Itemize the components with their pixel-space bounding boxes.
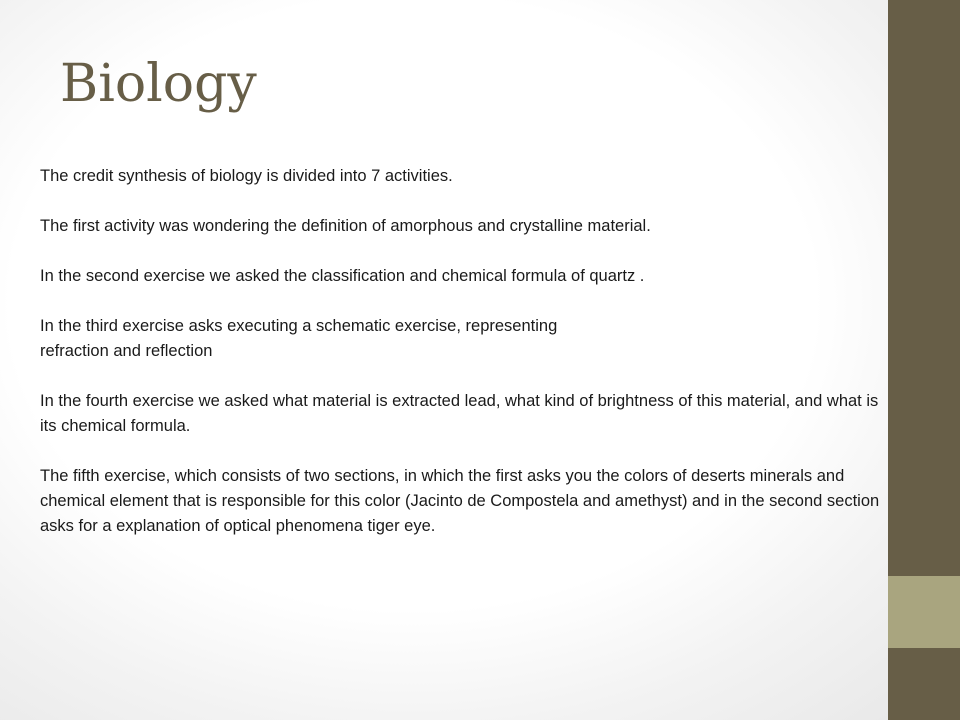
slide-title: Biology (60, 54, 257, 114)
paragraph-first-activity (40, 214, 880, 239)
paragraph-line: In the third exercise asks executing a schematic exercise, representing (40, 317, 558, 335)
paragraph-line: The first activity was wondering the definition of amorphous and crystalline material. (40, 217, 651, 235)
paragraph-line: The fifth exercise, which consists of two sections, in which the first asks you the colors of deserts minerals and chemical element that is responsible for this color (Jacinto de Compostela and amethyst) and in the second section asks for a explanation of optical phenomena tiger eye. (40, 467, 880, 535)
paragraph-third-exercise (40, 314, 880, 364)
decorative-bar-bottom (888, 648, 960, 720)
paragraph-second-exercise (40, 264, 880, 289)
paragraph-line: refraction and reflection (40, 342, 213, 360)
slide-body (40, 164, 880, 539)
paragraph-intro (40, 164, 880, 189)
decorative-bar-top (888, 0, 960, 576)
paragraph-line: In the fourth exercise we asked what material is extracted lead, what kind of brightness of this material, and what is its chemical formula. (40, 392, 879, 435)
paragraph-fifth-exercise (40, 464, 880, 539)
decorative-bar-middle (888, 576, 960, 648)
paragraph-line: In the second exercise we asked the classification and chemical formula of quartz . (40, 267, 645, 285)
paragraph-line: The credit synthesis of biology is divided into 7 activities. (40, 167, 453, 185)
paragraph-fourth-exercise (40, 389, 880, 439)
